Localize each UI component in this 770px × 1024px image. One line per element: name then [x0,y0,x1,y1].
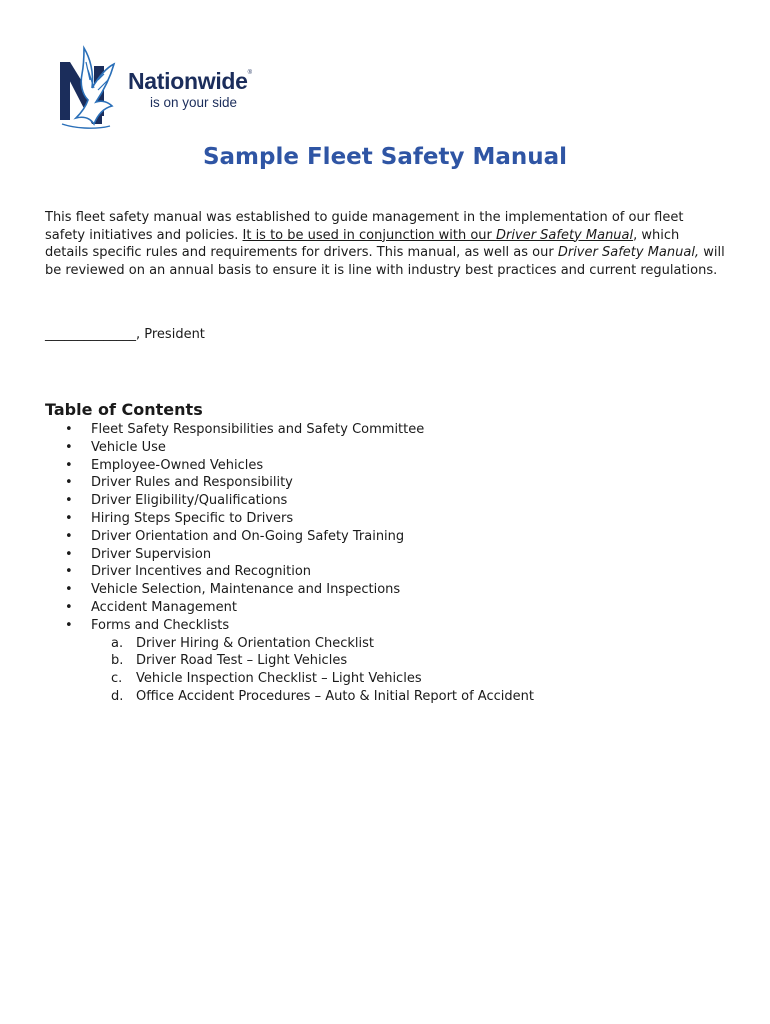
toc-item [45,439,534,457]
toc-item-label: Driver Eligibility/Qualifications [91,493,288,509]
bullet-icon: • [65,582,73,598]
toc-subitem [45,688,534,706]
bullet-icon: • [65,564,73,580]
toc-item [45,510,534,528]
logo-tagline: is on your side [150,95,238,110]
toc-subitem [45,635,534,653]
signature-line: ______________, President [45,327,205,342]
toc-subitem-label: Driver Hiring & Orientation Checklist [136,635,374,651]
toc-sublist [91,635,534,706]
toc-item [45,474,534,492]
bullet-icon: • [65,599,73,615]
toc-item-label: Driver Incentives and Recognition [91,564,312,580]
bullet-icon: • [65,439,73,455]
toc-item-label: Vehicle Use [91,439,166,455]
bullet-icon: • [65,457,73,473]
bullet-icon: • [65,422,73,437]
toc-item-label: Forms and Checklists [91,617,230,633]
toc-subitem-letter: a. [111,635,124,651]
toc-subitem-label: Vehicle Inspection Checklist – Light Vehicles [136,671,422,687]
toc-item-label: Employee-Owned Vehicles [91,457,264,473]
toc-item [45,617,534,635]
toc-item-label: Fleet Safety Responsibilities and Safety Committee [91,422,425,437]
toc-item [45,581,534,599]
toc-subitem [45,652,534,670]
toc-item-label: Driver Orientation and On-Going Safety Training [91,528,405,544]
toc-item [45,528,534,546]
toc-item-label: Accident Management [91,599,237,615]
toc-item [45,492,534,510]
toc-subitem-letter: d. [111,688,124,704]
toc-item-label: Hiring Steps Specific to Drivers [91,510,294,526]
toc-subitem-label: Driver Road Test – Light Vehicles [136,653,348,669]
toc-sublist-container [45,635,534,706]
toc-item [45,457,534,475]
toc-item [45,546,534,564]
page-title: Sample Fleet Safety Manual [202,144,568,170]
toc-heading: Table of Contents [45,400,203,419]
toc-subitem-letter: b. [111,653,124,669]
toc-item [45,563,534,581]
toc-item [45,599,534,617]
toc-list [45,421,534,706]
toc-subitem [45,670,534,688]
toc-item-label: Driver Rules and Responsibility [91,475,293,491]
intro-paragraph: This fleet safety manual was established to guide management in the implementation of our fleet safety initiatives and policies. It is to be used in conjunction with our Driver Safety Manual, which details specific rules and requirements for drivers. This manual, as well as our Driver Safety Manual, will be reviewed on an annual basis to ensure it is line with industry best practices and current regulations. [45,210,725,278]
bullet-icon: • [65,617,73,633]
bullet-icon: • [65,493,73,509]
eagle-logo-icon [54,44,118,132]
bullet-icon: • [65,475,73,491]
bullet-icon: • [65,546,73,562]
bullet-icon: • [65,528,73,544]
toc-subitem-label: Office Accident Procedures – Auto & Initial Report of Accident [136,688,534,704]
nationwide-logo [54,44,274,132]
toc-subitem-letter: c. [111,671,123,687]
toc-item [45,421,534,439]
toc-item-label: Vehicle Selection, Maintenance and Inspections [91,582,401,598]
bullet-icon: • [65,510,73,526]
logo-wordmark: Nationwide® [128,68,252,94]
toc-item-label: Driver Supervision [91,546,212,562]
